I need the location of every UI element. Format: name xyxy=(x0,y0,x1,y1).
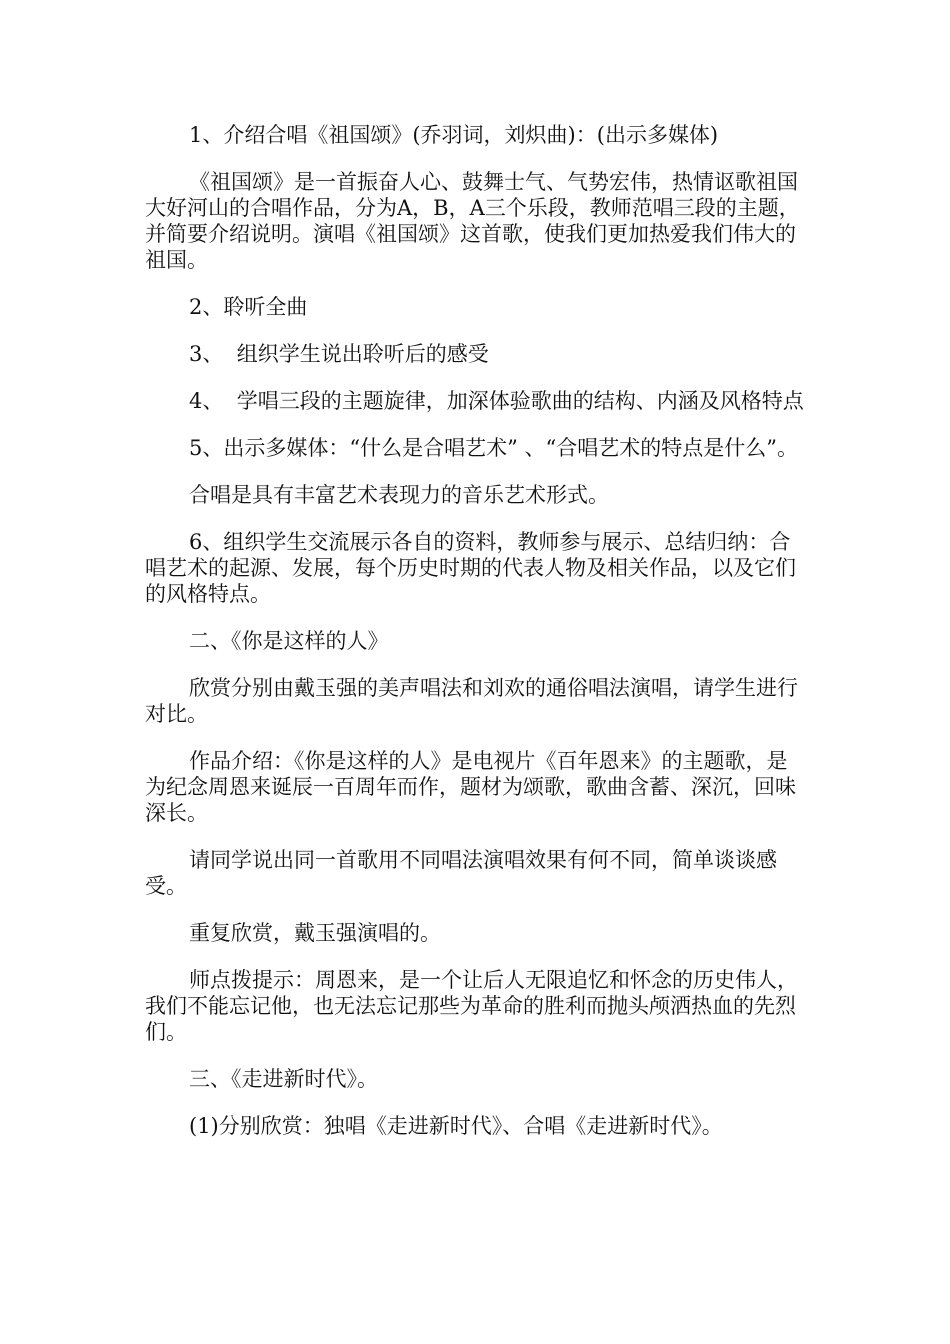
paragraph-discuss-differences: 请同学说出同一首歌用不同唱法演唱效果有何不同，简单谈谈感受。 xyxy=(145,848,777,898)
paragraph-student-feelings: 3、 组织学生说出聆听后的感受 xyxy=(189,342,489,366)
paragraph-chorus-definition: 合唱是具有丰富艺术表现力的音乐艺术形式。 xyxy=(189,483,609,507)
section-heading-ni-shi-zheyang-de-ren: 二、《你是这样的人》 xyxy=(189,629,389,653)
section-heading-zoujin-xin-shidai: 三、《走进新时代》。 xyxy=(189,1067,378,1091)
paragraph-intro-zuguosong: 1、介绍合唱《祖国颂》(乔羽词，刘炽曲)：(出示多媒体) xyxy=(189,123,719,147)
paragraph-zuguosong-description: 《祖国颂》是一首振奋人心、鼓舞士气、气势宏伟，热情讴歌祖国大好河山的合唱作品，分为A，B，A三个乐段，教师范唱三段的主题，并简要介绍说明。演唱《祖国颂》这首歌，使我们更加热爱我们伟大的祖国。 xyxy=(145,170,800,272)
paragraph-show-multimedia: 5、出示多媒体：“什么是合唱艺术” 、“合唱艺术的特点是什么”。 xyxy=(189,436,798,460)
paragraph-teacher-hint: 师点拨提示：周恩来，是一个让后人无限追忆和怀念的历史伟人，我们不能忘记他，也无法忘记那些为革命的胜利而抛头颅洒热血的先烈们。 xyxy=(145,968,798,1044)
paragraph-separate-listening: (1)分别欣赏：独唱《走进新时代》、合唱《走进新时代》。 xyxy=(189,1114,723,1138)
paragraph-compare-singers: 欣赏分别由戴玉强的美声唱法和刘欢的通俗唱法演唱，请学生进行对比。 xyxy=(145,676,798,726)
paragraph-student-exchange: 6、组织学生交流展示各自的资料，教师参与展示、总结归纳：合唱艺术的起源、发展，每个历史时期的代表人物及相关作品，以及它们的风格特点。 xyxy=(145,530,796,606)
document-body xyxy=(145,122,805,1160)
paragraph-listen-full-song: 2、聆听全曲 xyxy=(189,295,308,319)
paragraph-work-introduction: 作品介绍：《你是这样的人》是电视片《百年恩来》的主题歌，是为纪念周恩来诞辰一百周年而作，题材为颂歌，歌曲含蓄、深沉，回味深长。 xyxy=(145,749,796,825)
paragraph-learn-themes: 4、 学唱三段的主题旋律，加深体验歌曲的结构、内涵及风格特点 xyxy=(189,389,804,413)
paragraph-repeat-listening: 重复欣赏，戴玉强演唱的。 xyxy=(189,921,441,945)
